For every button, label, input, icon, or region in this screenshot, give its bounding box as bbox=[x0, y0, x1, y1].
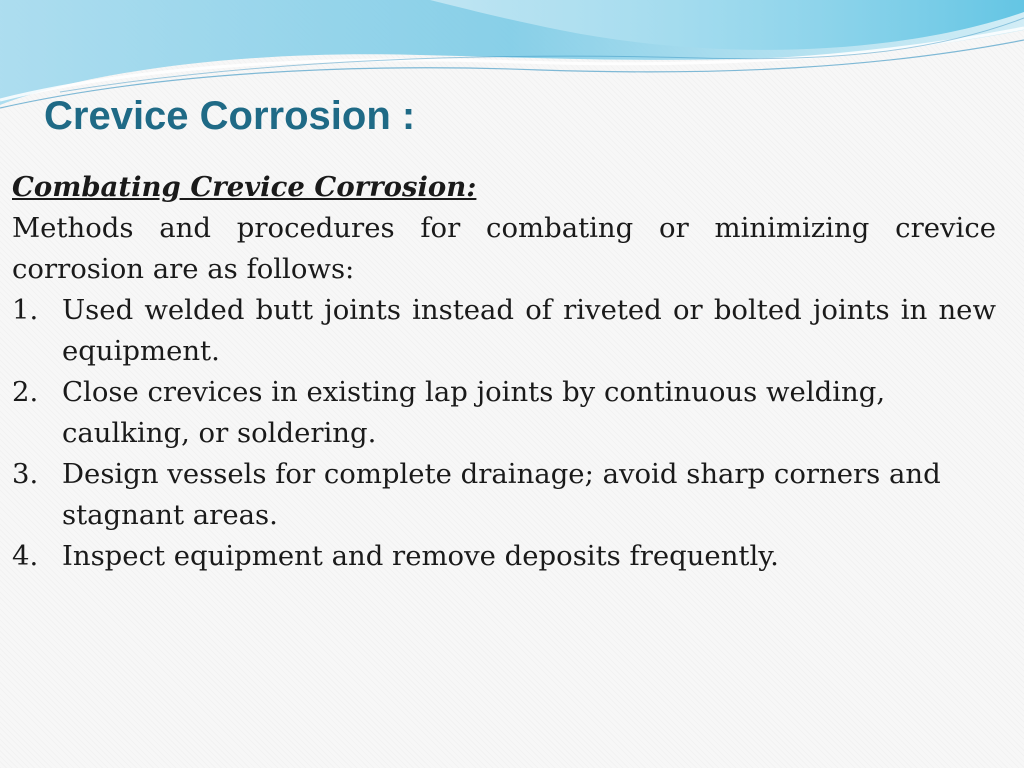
list-item bbox=[12, 536, 996, 577]
list-item-number: 2. bbox=[12, 376, 39, 408]
intro-paragraph: Methods and procedures for combating or minimizing crevice corrosion are as follows: bbox=[12, 212, 996, 285]
list-item-number: 1. bbox=[12, 294, 39, 326]
list-item-text: Close crevices in existing lap joints by continuous welding, caulking, or soldering. bbox=[62, 376, 886, 449]
slide-title: Crevice Corrosion : bbox=[44, 94, 416, 138]
methods-list bbox=[12, 290, 996, 577]
section-subheading: Combating Crevice Corrosion: bbox=[12, 171, 477, 203]
list-item bbox=[12, 372, 996, 454]
list-item-text: Used welded butt joints instead of riveted or bolted joints in new equipment. bbox=[62, 294, 996, 367]
list-item-text: Inspect equipment and remove deposits frequently. bbox=[62, 540, 779, 572]
list-item bbox=[12, 290, 996, 372]
list-item-number: 3. bbox=[12, 458, 39, 490]
slide-body bbox=[12, 167, 996, 577]
list-item-number: 4. bbox=[12, 540, 39, 572]
list-item bbox=[12, 454, 996, 536]
list-item-text: Design vessels for complete drainage; avoid sharp corners and stagnant areas. bbox=[62, 458, 941, 531]
